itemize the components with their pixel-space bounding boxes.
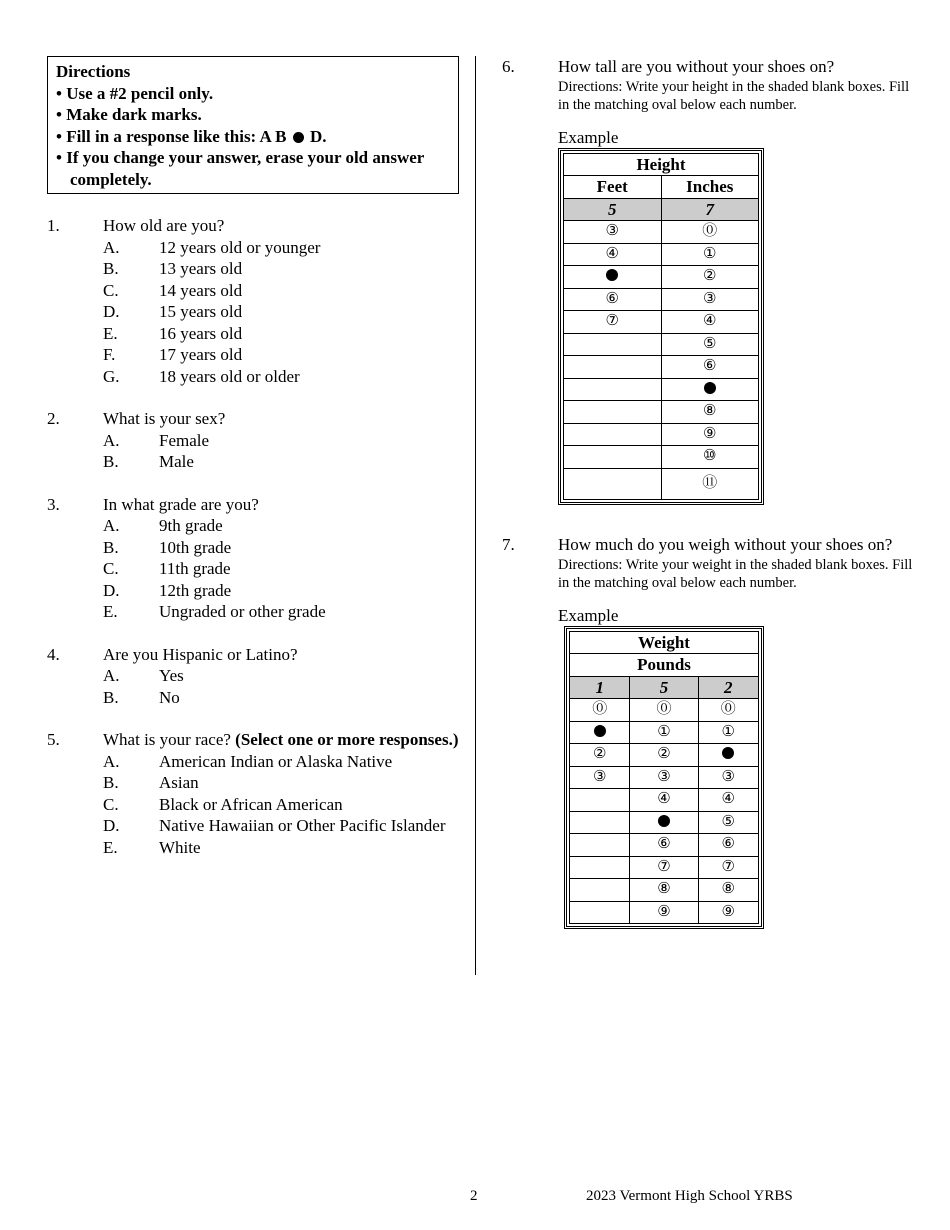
answer-option[interactable] xyxy=(47,280,459,302)
option-text: 12th grade xyxy=(159,580,232,600)
bubble-label: ⑧ xyxy=(721,881,735,897)
bubble-label: ⑨ xyxy=(657,903,671,920)
bubble-label: ⑨ xyxy=(703,425,717,442)
bubble-label: ⑦ xyxy=(657,858,671,875)
answer-option[interactable] xyxy=(47,366,459,388)
option-letter: B. xyxy=(103,773,119,792)
option-text: Asian xyxy=(159,773,199,792)
bubble-cell[interactable] xyxy=(630,834,698,857)
bubble-label: ⑥ xyxy=(721,836,735,852)
bubble-cell[interactable] xyxy=(564,311,662,334)
answer-box-feet[interactable]: 5 xyxy=(564,198,662,221)
column-header-inches: Inches xyxy=(661,176,759,199)
bubble-cell[interactable] xyxy=(661,333,759,356)
bubble-cell[interactable] xyxy=(661,243,759,266)
bubble-label: ③ xyxy=(721,768,735,785)
bubble-label: ⑥ xyxy=(703,358,717,374)
question-text: How much do you weigh without your shoes on? xyxy=(558,535,893,554)
empty-cell xyxy=(564,401,662,424)
question-instruction: (Select one or more responses.) xyxy=(235,730,459,749)
option-text: American Indian or Alaska Native xyxy=(159,751,393,771)
question-text xyxy=(103,644,459,666)
question-text xyxy=(103,408,459,430)
option-letter: D. xyxy=(103,580,120,600)
question-number: 5. xyxy=(47,730,60,749)
question-directions: Directions: Write your weight in the shaded blank boxes. Fill in the matching oval below each number. xyxy=(558,556,913,591)
bubble-cell[interactable] xyxy=(630,699,698,722)
empty-cell xyxy=(570,789,630,812)
answer-option[interactable] xyxy=(47,580,459,602)
filled-oval-icon xyxy=(293,132,304,143)
filled-bubble-cell[interactable] xyxy=(570,721,630,744)
answer-option[interactable] xyxy=(47,815,459,837)
option-text: 10th grade xyxy=(159,537,232,557)
bubble-label: ⑤ xyxy=(703,335,717,352)
answer-option[interactable] xyxy=(47,665,459,687)
question-7 xyxy=(502,534,922,935)
bubble-cell[interactable] xyxy=(630,766,698,789)
filled-bubble-cell[interactable] xyxy=(661,378,759,401)
bubble-cell[interactable] xyxy=(570,699,630,722)
column-header-feet: Feet xyxy=(564,176,662,199)
grid-title: Weight xyxy=(570,631,759,654)
question-number: 3. xyxy=(47,494,60,514)
bubble-label: ⓪ xyxy=(656,701,672,717)
option-letter: A. xyxy=(103,751,120,771)
grid-subtitle: Pounds xyxy=(570,654,759,677)
filled-bubble-icon xyxy=(722,747,734,759)
answer-option[interactable] xyxy=(47,258,459,280)
question-3 xyxy=(47,494,459,623)
option-letter: A. xyxy=(103,430,120,450)
height-grid xyxy=(558,148,764,505)
bubble-label: ⑥ xyxy=(605,290,619,307)
question-text xyxy=(103,494,459,516)
bubble-label: ① xyxy=(721,723,735,740)
bubble-label: ⑦ xyxy=(605,313,619,329)
option-text: Yes xyxy=(159,666,184,685)
empty-cell xyxy=(564,468,662,499)
bubble-label: ⓪ xyxy=(720,701,736,717)
answer-option[interactable] xyxy=(47,237,459,259)
directions-item: • If you change your answer, erase your old answer completely. xyxy=(56,148,425,189)
empty-cell xyxy=(564,423,662,446)
option-letter: B. xyxy=(103,687,119,707)
filled-bubble-cell[interactable] xyxy=(698,744,759,767)
right-column xyxy=(502,56,922,935)
filled-bubble-icon xyxy=(704,382,716,394)
bubble-cell[interactable] xyxy=(661,446,759,469)
question-text-main: In what grade are you? xyxy=(103,494,259,514)
option-text: 18 years old or older xyxy=(159,366,300,386)
empty-cell xyxy=(570,834,630,857)
question-directions: Directions: Write your height in the shaded blank boxes. Fill in the matching oval below each number. xyxy=(558,78,910,113)
directions-title: Directions xyxy=(56,62,131,81)
empty-cell xyxy=(564,333,662,356)
bubble-label: ⑩ xyxy=(703,448,717,464)
answer-option[interactable] xyxy=(47,537,459,559)
option-text: 16 years old xyxy=(159,323,243,343)
bubble-cell[interactable] xyxy=(661,356,759,379)
option-letter: B. xyxy=(103,537,119,557)
bubble-cell[interactable] xyxy=(698,834,759,857)
bubble-cell[interactable] xyxy=(630,901,698,924)
option-text: 9th grade xyxy=(159,516,223,535)
bubble-label: ⑦ xyxy=(721,858,735,875)
answer-option[interactable] xyxy=(47,344,459,366)
example-label: Example xyxy=(558,605,619,625)
bubble-label: ② xyxy=(593,746,607,762)
question-5 xyxy=(47,729,459,858)
empty-cell xyxy=(570,856,630,879)
question-text-main: What is your race? xyxy=(103,730,231,749)
option-text: 11th grade xyxy=(159,559,231,578)
bubble-label: ⑪ xyxy=(702,474,718,491)
directions-item: • Use a #2 pencil only. xyxy=(56,83,214,103)
survey-name: 2023 Vermont High School YRBS xyxy=(586,1188,793,1204)
column-divider xyxy=(475,56,476,975)
option-letter: B. xyxy=(103,452,119,471)
bubble-cell[interactable] xyxy=(661,288,759,311)
empty-cell xyxy=(570,879,630,902)
bubble-cell[interactable] xyxy=(630,856,698,879)
empty-cell xyxy=(564,378,662,401)
option-letter: C. xyxy=(103,794,119,814)
answer-option[interactable] xyxy=(47,451,459,473)
bubble-cell[interactable] xyxy=(564,221,662,244)
page-number: 2 xyxy=(470,1188,478,1204)
option-text: Female xyxy=(159,430,210,450)
answer-option[interactable] xyxy=(47,430,459,452)
bubble-cell[interactable] xyxy=(661,468,759,499)
bubble-cell[interactable] xyxy=(630,721,698,744)
filled-bubble-cell[interactable] xyxy=(564,266,662,289)
grid-title: Height xyxy=(564,153,759,176)
answer-option[interactable] xyxy=(47,515,459,537)
bubble-label: ⑥ xyxy=(657,836,671,852)
option-text: 14 years old xyxy=(159,280,243,300)
bubble-cell[interactable] xyxy=(630,879,698,902)
option-text: Black or African American xyxy=(159,794,343,814)
bubble-cell[interactable] xyxy=(564,288,662,311)
question-number: 2. xyxy=(47,409,60,428)
directions-item: • Make dark marks. xyxy=(56,105,202,124)
bubble-cell[interactable] xyxy=(630,744,698,767)
bubble-label: ⓪ xyxy=(592,701,608,717)
empty-cell xyxy=(570,811,630,834)
option-text: 15 years old xyxy=(159,302,243,321)
answer-option[interactable] xyxy=(47,301,459,323)
question-text-main: Are you Hispanic or Latino? xyxy=(103,644,298,664)
answer-option[interactable] xyxy=(47,837,459,859)
bubble-cell[interactable] xyxy=(661,401,759,424)
bubble-label: ⑧ xyxy=(657,881,671,897)
bubble-label: ⑧ xyxy=(703,403,717,419)
bubble-label: ③ xyxy=(605,223,619,239)
option-letter: E. xyxy=(103,837,118,857)
question-1 xyxy=(47,215,459,387)
answer-option[interactable] xyxy=(47,323,459,345)
option-letter: E. xyxy=(103,602,118,621)
bubble-label: ④ xyxy=(657,791,671,807)
option-text: No xyxy=(159,687,180,707)
question-4 xyxy=(47,644,459,709)
question-number: 4. xyxy=(47,644,60,664)
question-2 xyxy=(47,408,459,473)
answer-option[interactable] xyxy=(47,687,459,709)
bubble-cell[interactable] xyxy=(564,243,662,266)
bubble-cell[interactable] xyxy=(698,766,759,789)
empty-cell xyxy=(570,901,630,924)
answer-box-inches[interactable]: 7 xyxy=(661,198,759,221)
option-letter: B. xyxy=(103,259,119,278)
answer-option[interactable] xyxy=(47,558,459,580)
example-label: Example xyxy=(558,127,619,147)
bubble-cell[interactable] xyxy=(630,789,698,812)
question-text-main: What is your sex? xyxy=(103,409,226,428)
question-number: 6. xyxy=(502,57,515,76)
bubble-cell[interactable] xyxy=(698,879,759,902)
bubble-label: ③ xyxy=(593,768,607,785)
bubble-cell[interactable] xyxy=(698,811,759,834)
answer-option[interactable] xyxy=(47,772,459,794)
bubble-cell[interactable] xyxy=(698,901,759,924)
bubble-label: ① xyxy=(657,723,671,740)
question-number: 7. xyxy=(502,535,515,554)
bubble-cell[interactable] xyxy=(698,699,759,722)
bubble-label: ③ xyxy=(657,768,671,785)
bubble-cell[interactable] xyxy=(661,266,759,289)
option-letter: G. xyxy=(103,366,120,386)
bubble-label: ④ xyxy=(721,791,735,807)
option-letter: F. xyxy=(103,345,116,364)
option-text: Native Hawaiian or Other Pacific Islander xyxy=(159,816,446,835)
bubble-label: ⓪ xyxy=(702,223,718,239)
filled-bubble-icon xyxy=(594,725,606,737)
option-letter: D. xyxy=(103,816,120,835)
option-letter: A. xyxy=(103,666,120,685)
bubble-label: ② xyxy=(657,746,671,762)
answer-box-ones[interactable]: 2 xyxy=(698,676,759,699)
bubble-label: ④ xyxy=(605,245,619,262)
answer-option[interactable] xyxy=(47,601,459,623)
bubble-label: ① xyxy=(703,245,717,262)
bubble-cell[interactable] xyxy=(698,856,759,879)
question-6 xyxy=(502,56,922,510)
bubble-cell[interactable] xyxy=(661,221,759,244)
option-letter: D. xyxy=(103,302,120,321)
bubble-cell[interactable] xyxy=(698,721,759,744)
option-letter: E. xyxy=(103,323,118,343)
answer-option[interactable] xyxy=(47,794,459,816)
option-text: Ungraded or other grade xyxy=(159,602,326,621)
bubble-label: ⑤ xyxy=(721,813,735,830)
empty-cell xyxy=(564,356,662,379)
question-text-main: How old are you? xyxy=(103,216,225,235)
answer-box-tens[interactable]: 5 xyxy=(630,676,698,699)
filled-bubble-icon xyxy=(658,815,670,827)
bubble-cell[interactable] xyxy=(570,744,630,767)
option-text: 17 years old xyxy=(159,345,243,364)
directions-item-fill-example: • Fill in a response like this: A B D. xyxy=(56,126,327,146)
option-text: 12 years old or younger xyxy=(159,237,321,257)
option-text: 13 years old xyxy=(159,259,243,278)
directions-box xyxy=(47,56,459,194)
option-text: White xyxy=(159,837,201,857)
bubble-label: ④ xyxy=(703,313,717,329)
bubble-cell[interactable] xyxy=(661,311,759,334)
option-letter: C. xyxy=(103,559,119,578)
question-number: 1. xyxy=(47,216,60,235)
option-letter: A. xyxy=(103,516,120,535)
bubble-label: ② xyxy=(703,268,717,284)
option-letter: C. xyxy=(103,280,119,300)
question-text xyxy=(103,215,459,237)
bubble-cell[interactable] xyxy=(698,789,759,812)
option-letter: A. xyxy=(103,237,120,257)
empty-cell xyxy=(564,446,662,469)
filled-bubble-cell[interactable] xyxy=(630,811,698,834)
left-column xyxy=(47,56,459,858)
bubble-label: ⑨ xyxy=(721,903,735,920)
bubble-cell[interactable] xyxy=(661,423,759,446)
bubble-cell[interactable] xyxy=(570,766,630,789)
question-text: How tall are you without your shoes on? xyxy=(558,57,835,76)
bubble-label: ③ xyxy=(703,290,717,307)
answer-box-hundreds[interactable]: 1 xyxy=(570,676,630,699)
answer-option[interactable] xyxy=(47,751,459,773)
filled-bubble-icon xyxy=(606,269,618,281)
weight-grid xyxy=(564,626,764,930)
option-text: Male xyxy=(159,452,194,471)
question-text xyxy=(103,729,459,751)
